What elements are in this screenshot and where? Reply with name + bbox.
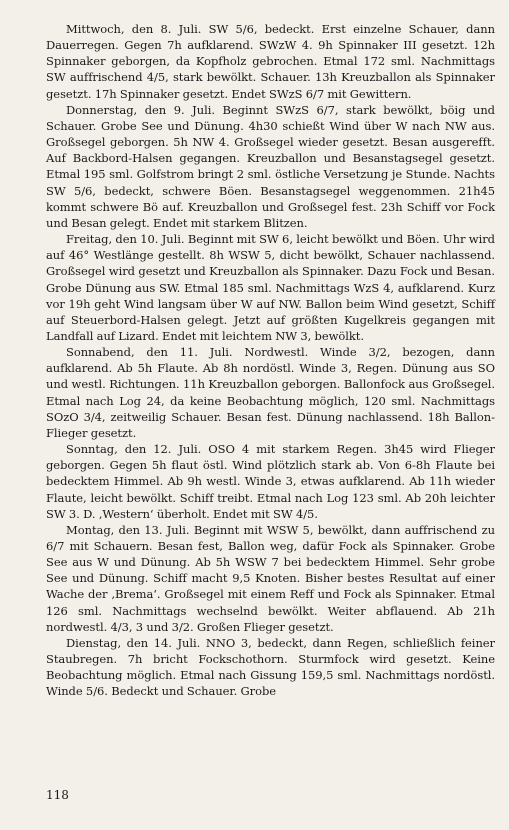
- log-entry-monday: Montag, den 13. Juli. Beginnt mit WSW 5, bewölkt, dann auffrischend zu 6/7 mit Schauern. Besan fest, Ballon weg, dafür Fock als Spinnaker. Grobe See aus W und Dünung. Ab 5h WSW 7 bei bedecktem Himmel. Sehr grobe See und Dünung. Schiff macht 9,5 Knoten. Bisher bestes Resultat auf einer Wache der ‚Brema‘. Großsegel mit einem Reff und Fock als Spinnaker. Etmal 126 sml. Nachmittags wechselnd bewölkt. Weiter abflauend. Ab 21h nordwestl. 4/3, 3 und 3/2. Großen Flieger gesetzt.: [46, 522, 495, 634]
- log-entry-saturday: Sonnabend, den 11. Juli. Nordwestl. Winde 3/2, bezogen, dann aufklarend. Ab 5h Flaute. Ab 8h nordöstl. Winde 3, Regen. Dünung aus SO und westl. Richtungen. 11h Kreuzballon geborgen. Ballonfock aus Großsegel. Etmal nach Log 24, da keine Beobachtung möglich, 120 sml. Nachmittags SOzO 3/4, zeitweilig Schauer. Besan fest. Dünung nachlassend. 18h Ballon-Flieger gesetzt.: [46, 345, 495, 440]
- log-entry-tuesday: Dienstag, den 14. Juli. NNO 3, bedeckt, dann Regen, schließlich feiner Staubregen. 7h bricht Fockschothorn. Sturmfock wird gesetzt. Keine Beobachtung möglich. Etmal nach Gissung 159,5 sml. Nachmittags nordöstl. Winde 5/6. Bedeckt und Schauer. Grobe: [46, 635, 495, 699]
- text-column: [46, 21, 495, 700]
- log-entry-friday: Freitag, den 10. Juli. Beginnt mit SW 6, leicht bewölkt und Böen. Uhr wird auf 46° Westlänge gestellt. 8h WSW 5, dicht bewölkt, Schauer nachlassend. Großsegel wird gesetzt und Kreuzballon als Spinnaker. Dazu Fock und Besan. Grobe Dünung aus SW. Etmal 185 sml. Nachmittags WzS 4, aufklarend. Kurz vor 19h geht Wind langsam über W auf NW. Ballon beim Wind gesetzt, Schiff auf Steuerbord-Halsen gelegt. Jetzt auf größten Kugelkreis gegangen mit Landfall auf Lizard. Endet mit leichtem NW 3, bewölkt.: [46, 232, 495, 343]
- log-entry-wednesday: Mittwoch, den 8. Juli. SW 5/6, bedeckt. Erst einzelne Schauer, dann Dauerregen. Gegen 7h aufklarend. SWzW 4. 9h Spinnaker III gesetzt. 12h Spinnaker geborgen, da Kopfholz gebrochen. Etmal 172 sml. Nachmittags SW auffrischend 4/5, stark bewölkt. Schauer. 13h Kreuzballon als Spinnaker gesetzt. 17h Spinnaker gesetzt. Endet SWzS 6/7 mit Gewittern.: [46, 22, 495, 101]
- page-number: 118: [46, 788, 69, 802]
- log-entry-sunday: Sonntag, den 12. Juli. OSO 4 mit starkem Regen. 3h45 wird Flieger geborgen. Gegen 5h flaut östl. Wind plötzlich stark ab. Von 6-8h Flaute bei bedecktem Himmel. Ab 9h westl. Winde 3, etwas aufklarend. Ab 11h wieder Flaute, leicht bewölkt. Schiff treibt. Etmal nach Log 123 sml. Ab 20h leichter SW 3. D. ‚Western‘ überholt. Endet mit SW 4/5.: [46, 442, 495, 521]
- log-entry-thursday: Donnerstag, den 9. Juli. Beginnt SWzS 6/7, stark bewölkt, böig und Schauer. Grobe See und Dünung. 4h30 schießt Wind über W nach NW aus. Großsegel geborgen. 5h NW 4. Großsegel wieder gesetzt. Besan ausgerefft. Auf Backbord-Halsen gegangen. Kreuzballon und Besanstagsegel gesetzt. Etmal 195 sml. Golfstrom bringt 2 sml. östliche Versetzung je Stunde. Nachts SW 5/6, bedeckt, schwere Böen. Besanstagsegel weggenommen. 21h45 kommt schwere Bö auf. Kreuzballon und Großsegel fest. 23h Schiff vor Fock und Besan gelegt. Endet mit starkem Blitzen.: [46, 102, 495, 230]
